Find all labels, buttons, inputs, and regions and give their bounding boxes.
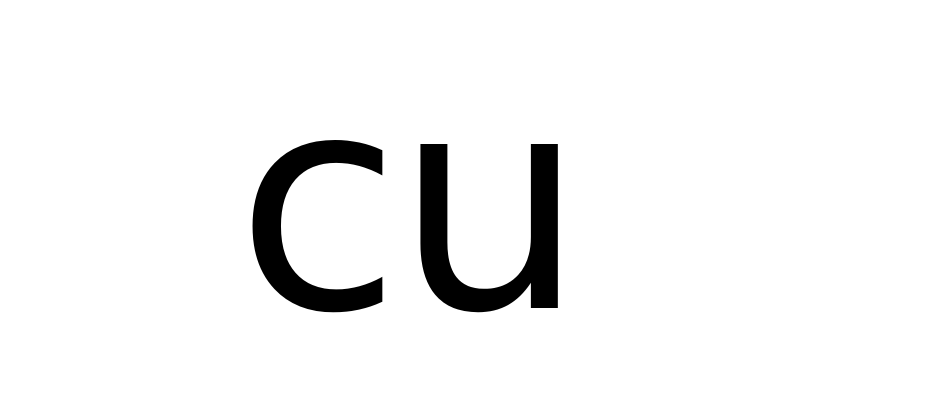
cu-text: cu — [236, 30, 580, 379]
